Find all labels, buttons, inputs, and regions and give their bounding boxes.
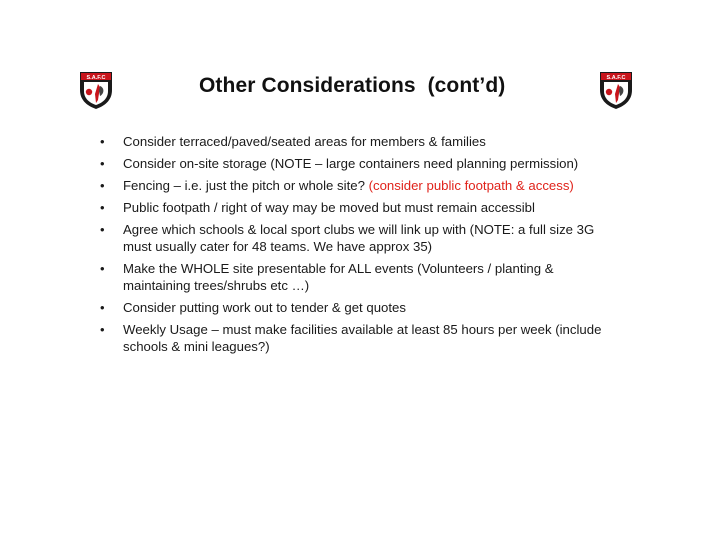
bullet-item [100,199,620,216]
bullet-text: Make the WHOLE site presentable for ALL events (Volunteers / planting & maintaining trees/shrubs etc …) [123,261,554,293]
slide-title: Other Considerations (cont’d) [199,74,506,97]
bullet-text: Public footpath / right of way may be moved but must remain accessibl [123,200,535,215]
bullet-list [100,133,620,360]
club-crest-logo-right [598,70,634,110]
bullet-text: Consider terraced/paved/seated areas for members & families [123,134,486,149]
bullet-icon: • [100,222,105,237]
bullet-icon: • [100,156,105,171]
club-crest-logo-left [78,70,114,110]
bullet-text: Consider putting work out to tender & get quotes [123,300,406,315]
bullet-item [100,299,620,316]
bullet-icon: • [100,322,105,337]
bullet-text: Consider on-site storage (NOTE – large containers need planning permission) [123,156,579,171]
bullet-text: Agree which schools & local sport clubs we will link up with (NOTE: a full size 3G must usually cater for 48 teams. We have approx 35) [123,222,595,254]
bullet-icon: • [100,261,105,276]
bullet-text: Weekly Usage – must make facilities available at least 85 hours per week (include schools & mini leagues?) [123,322,602,354]
bullet-item [100,260,620,294]
bullet-text: Fencing – i.e. just the pitch or whole site? [123,178,369,193]
bullet-item [100,155,620,172]
bullet-item [100,133,620,150]
crest-text: S.A.F.C [86,75,106,81]
bullet-text-red: (consider public footpath & access) [368,178,574,193]
bullet-icon: • [100,200,105,215]
crest-text: S.A.F.C [606,75,626,81]
bullet-icon: • [100,134,105,149]
bullet-item [100,177,620,194]
bullet-item [100,221,620,255]
bullet-icon: • [100,178,105,193]
bullet-item [100,321,620,355]
bullet-icon: • [100,300,105,315]
